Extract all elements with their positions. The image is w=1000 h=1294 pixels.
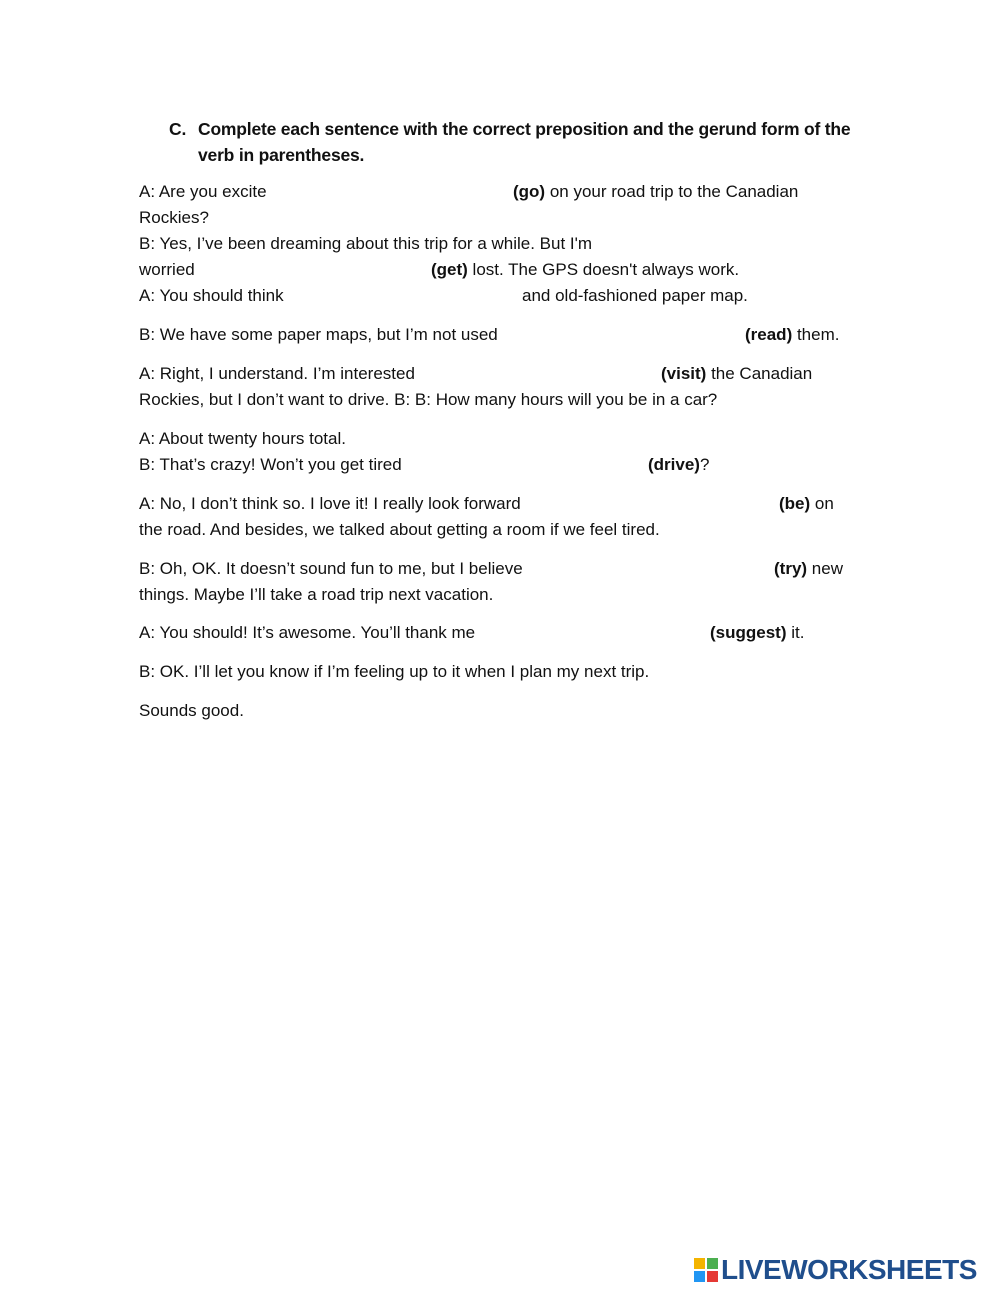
answer-blank-8[interactable] bbox=[549, 558, 773, 582]
dialogue-line: the road. And besides, we talked about getting a room if we feel tired. bbox=[139, 520, 660, 539]
dialogue-line: A: About twenty hours total. bbox=[139, 429, 346, 448]
logo-square bbox=[707, 1271, 718, 1282]
answer-blank-5[interactable] bbox=[437, 363, 661, 387]
answer-blank-3[interactable] bbox=[297, 285, 521, 309]
logo-square bbox=[694, 1258, 705, 1269]
logo-text: LIVEWORKSHEETS bbox=[721, 1254, 977, 1285]
answer-blank-9[interactable] bbox=[499, 622, 709, 646]
answer-blank-1[interactable] bbox=[279, 181, 513, 205]
logo-square bbox=[707, 1258, 718, 1269]
dialogue-line: Sounds good. bbox=[139, 701, 244, 720]
dialogue-line: B: OK. I’ll let you know if I’m feeling up to it when I plan my next trip. bbox=[139, 662, 650, 681]
logo-square bbox=[694, 1271, 705, 1282]
answer-blank-2[interactable] bbox=[207, 259, 431, 283]
dialogue-line: Rockies, but I don’t want to drive. B: B: How many hours will you be in a car? bbox=[139, 390, 718, 409]
dialogue-line: B: Yes, I’ve been dreaming about this trip for a while. But I'm bbox=[139, 234, 593, 253]
dialogue-line: things. Maybe I’ll take a road trip next vacation. bbox=[139, 585, 494, 604]
section-letter: C. bbox=[169, 119, 187, 139]
answer-blank-6[interactable] bbox=[423, 454, 647, 478]
answer-blank-7[interactable] bbox=[555, 493, 779, 517]
instruction-text: Complete each sentence with the correct preposition and the gerund form of the verb in parentheses. bbox=[198, 119, 851, 165]
dialogue-line: Rockies? bbox=[139, 208, 209, 227]
logo-mark-icon bbox=[694, 1258, 718, 1282]
liveworksheets-logo bbox=[694, 1254, 977, 1286]
answer-blank-4[interactable] bbox=[521, 324, 745, 348]
